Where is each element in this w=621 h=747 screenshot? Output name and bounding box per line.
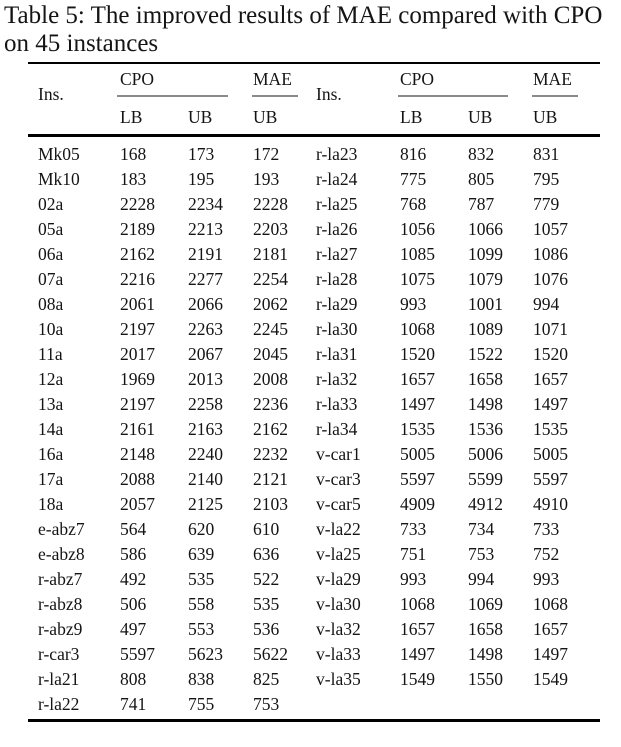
table-row [38,542,600,567]
value-cell: 2213 [188,219,223,239]
header-ins-right: Ins. [316,84,342,104]
value-cell: 1658 [468,619,503,639]
table-row [38,642,600,667]
value-cell: 5006 [468,444,503,464]
value-cell: 2228 [253,194,288,214]
value-cell: 1497 [533,394,568,414]
value-cell: 816 [400,144,427,164]
header-lb-left: LB [120,107,143,127]
value-cell: 2067 [188,344,223,364]
caption-line-1: Table 5: The improved results of MAE compared with CPO [4,2,603,29]
instance-cell: r-la29 [316,294,358,314]
value-cell: 5622 [253,644,288,664]
value-cell: 1069 [468,594,503,614]
value-cell [533,692,600,717]
value-cell: 2162 [253,419,288,439]
value-cell: 994 [468,569,495,589]
table-row [38,342,600,367]
value-cell: 1497 [400,394,435,414]
value-cell: 838 [188,669,215,689]
value-cell: 831 [533,144,560,164]
value-cell: 1657 [400,619,435,639]
table-row [38,517,600,542]
instance-cell: r-car3 [38,644,80,664]
value-cell: 2045 [253,344,288,364]
value-cell: 2277 [188,269,223,289]
value-cell: 768 [400,194,427,214]
header-ins-left: Ins. [38,84,64,104]
value-cell: 825 [253,669,280,689]
value-cell: 2258 [188,394,223,414]
value-cell: 2197 [120,319,155,339]
table-row [38,142,600,167]
instance-cell: r-la25 [316,194,358,214]
value-cell: 1497 [400,644,435,664]
header-cpo-left: CPO [120,69,155,89]
table-row [38,192,600,217]
value-cell: 2062 [253,294,288,314]
value-cell: 5597 [400,469,435,489]
instance-cell: r-abz7 [38,569,83,589]
instance-cell: v-car1 [316,444,361,464]
value-cell: 795 [533,169,560,189]
table-row [38,317,600,342]
value-cell: 1086 [533,244,568,264]
instance-cell: r-la31 [316,344,358,364]
value-cell: 753 [468,544,495,564]
value-cell: 1969 [120,369,155,389]
value-cell: 5597 [120,644,155,664]
value-cell: 610 [253,519,280,539]
mae-right-underline [532,95,578,97]
value-cell: 1549 [533,669,568,689]
instance-cell: 13a [38,394,64,414]
value-cell: 1657 [400,369,435,389]
instance-cell: 08a [38,294,64,314]
instance-cell: 05a [38,219,64,239]
instance-cell: r-abz9 [38,619,83,639]
header-mae-ub-left: UB [253,107,278,127]
value-cell: 752 [533,544,560,564]
value-cell: 636 [253,544,280,564]
value-cell: 832 [468,144,495,164]
value-cell: 1057 [533,219,568,239]
table-row [38,592,600,617]
instance-cell: 14a [38,419,64,439]
instance-cell: 07a [38,269,64,289]
header-cpo-right: CPO [400,69,435,89]
table-row [38,392,600,417]
value-cell: 1535 [400,419,435,439]
header-mae-ub-right: UB [533,107,558,127]
value-cell: 586 [120,544,147,564]
value-cell: 2240 [188,444,223,464]
value-cell: 2161 [120,419,155,439]
instance-cell: v-car3 [316,469,361,489]
value-cell: 553 [188,619,215,639]
value-cell: 775 [400,169,427,189]
instance-cell: v-la25 [316,544,361,564]
instance-cell: 06a [38,244,64,264]
header-mae-left: MAE [253,69,292,89]
value-cell: 1657 [533,369,568,389]
results-table-body [38,142,600,717]
instance-cell: v-la30 [316,594,361,614]
value-cell: 183 [120,169,147,189]
value-cell: 741 [120,694,147,714]
value-cell: 993 [400,294,427,314]
table-row [38,667,600,692]
value-cell: 808 [120,669,147,689]
instance-cell: r-la24 [316,169,358,189]
value-cell: 2061 [120,294,155,314]
value-cell: 193 [253,169,280,189]
instance-cell: 17a [38,469,64,489]
value-cell: 2203 [253,219,288,239]
value-cell: 2008 [253,369,288,389]
value-cell: 734 [468,519,495,539]
instance-cell: e-abz8 [38,544,85,564]
value-cell: 2216 [120,269,155,289]
value-cell: 5597 [533,469,568,489]
value-cell: 1658 [468,369,503,389]
value-cell: 2017 [120,344,155,364]
value-cell: 5623 [188,644,223,664]
table-header-rule [28,134,600,137]
value-cell [468,692,533,717]
value-cell: 497 [120,619,147,639]
header-ub-left: UB [188,107,213,127]
header-lb-right: LB [400,107,423,127]
caption-line-2: on 45 instances [4,30,159,57]
value-cell: 5599 [468,469,503,489]
instance-cell: r-la22 [38,694,80,714]
value-cell: 564 [120,519,147,539]
table-row [38,567,600,592]
value-cell: 2181 [253,244,288,264]
value-cell: 2057 [120,494,155,514]
value-cell: 1099 [468,244,503,264]
value-cell: 620 [188,519,215,539]
value-cell: 558 [188,594,215,614]
value-cell: 779 [533,194,560,214]
value-cell: 2191 [188,244,223,264]
instance-cell: Mk10 [38,169,80,189]
value-cell: 787 [468,194,495,214]
instance-cell: v-la32 [316,619,361,639]
value-cell: 2163 [188,419,223,439]
value-cell: 535 [188,569,215,589]
value-cell: 2263 [188,319,223,339]
value-cell: 1079 [468,269,503,289]
instance-cell: r-la30 [316,319,358,339]
value-cell: 2189 [120,219,155,239]
value-cell: 2103 [253,494,288,514]
value-cell: 1497 [533,644,568,664]
value-cell: 1085 [400,244,435,264]
value-cell: 751 [400,544,427,564]
table-top-rule [28,62,600,64]
table-row [38,242,600,267]
table-row [38,692,600,717]
instance-cell: v-la35 [316,669,361,689]
value-cell: 755 [188,694,215,714]
instance-cell: r-la26 [316,219,358,239]
instance-cell: v-la29 [316,569,361,589]
value-cell: 1498 [468,644,503,664]
value-cell: 5005 [400,444,435,464]
header-mae-right: MAE [533,69,572,89]
value-cell: 1066 [468,219,503,239]
table-row [38,492,600,517]
value-cell: 2013 [188,369,223,389]
value-cell: 1498 [468,394,503,414]
value-cell: 1089 [468,319,503,339]
table-row [38,267,600,292]
instance-cell: 10a [38,319,64,339]
instance-cell: e-abz7 [38,519,85,539]
instance-cell: v-car5 [316,494,361,514]
value-cell: 1520 [400,344,435,364]
instance-cell: r-la27 [316,244,358,264]
value-cell: 535 [253,594,280,614]
value-cell: 805 [468,169,495,189]
value-cell: 536 [253,619,280,639]
value-cell: 4909 [400,494,435,514]
instance-cell: r-la32 [316,369,358,389]
instance-cell: 11a [38,344,63,364]
table-row [38,442,600,467]
value-cell: 993 [400,569,427,589]
instance-cell: v-la22 [316,519,361,539]
value-cell [400,692,468,717]
value-cell: 1522 [468,344,503,364]
value-cell: 1520 [533,344,568,364]
table-bottom-rule [28,719,600,722]
instance-cell: r-abz8 [38,594,83,614]
results-table [38,142,600,717]
value-cell: 1075 [400,269,435,289]
mae-left-underline [252,95,298,97]
value-cell: 2140 [188,469,223,489]
value-cell: 1068 [400,594,435,614]
value-cell: 2232 [253,444,288,464]
value-cell: 994 [533,294,560,314]
header-ub-right: UB [468,107,493,127]
value-cell: 1657 [533,619,568,639]
value-cell: 2125 [188,494,223,514]
value-cell: 2066 [188,294,223,314]
value-cell: 492 [120,569,147,589]
table-row [38,367,600,392]
table-row [38,417,600,442]
value-cell: 168 [120,144,147,164]
instance-cell: r-la28 [316,269,358,289]
cpo-right-underline [398,95,508,97]
value-cell: 173 [188,144,215,164]
value-cell: 1068 [533,594,568,614]
table-row [38,467,600,492]
value-cell: 2121 [253,469,288,489]
value-cell: 2236 [253,394,288,414]
instance-cell: Mk05 [38,144,80,164]
value-cell: 5005 [533,444,568,464]
instance-cell: 02a [38,194,64,214]
value-cell: 2245 [253,319,288,339]
table-row [38,217,600,242]
instance-cell: r-la34 [316,419,358,439]
instance-cell: r-la23 [316,144,358,164]
value-cell: 172 [253,144,280,164]
value-cell: 1071 [533,319,568,339]
cpo-left-underline [117,95,228,97]
instance-cell: 12a [38,369,64,389]
value-cell: 733 [533,519,560,539]
value-cell: 506 [120,594,147,614]
value-cell: 1076 [533,269,568,289]
value-cell: 4912 [468,494,503,514]
instance-cell [316,692,400,717]
value-cell: 1536 [468,419,503,439]
value-cell: 1549 [400,669,435,689]
value-cell: 195 [188,169,215,189]
value-cell: 2254 [253,269,288,289]
value-cell: 2088 [120,469,155,489]
value-cell: 639 [188,544,215,564]
value-cell: 993 [533,569,560,589]
value-cell: 2197 [120,394,155,414]
value-cell: 1550 [468,669,503,689]
value-cell: 2234 [188,194,223,214]
instance-cell: 16a [38,444,64,464]
instance-cell: r-la21 [38,669,80,689]
table-row [38,292,600,317]
value-cell: 1056 [400,219,435,239]
table-row [38,617,600,642]
value-cell: 1535 [533,419,568,439]
value-cell: 2148 [120,444,155,464]
value-cell: 2228 [120,194,155,214]
value-cell: 2162 [120,244,155,264]
instance-cell: 18a [38,494,64,514]
instance-cell: r-la33 [316,394,358,414]
instance-cell: v-la33 [316,644,361,664]
value-cell: 4910 [533,494,568,514]
value-cell: 522 [253,569,280,589]
table-row [38,167,600,192]
value-cell: 1068 [400,319,435,339]
value-cell: 1001 [468,294,503,314]
value-cell: 753 [253,694,280,714]
table-caption [4,2,602,58]
value-cell: 733 [400,519,427,539]
